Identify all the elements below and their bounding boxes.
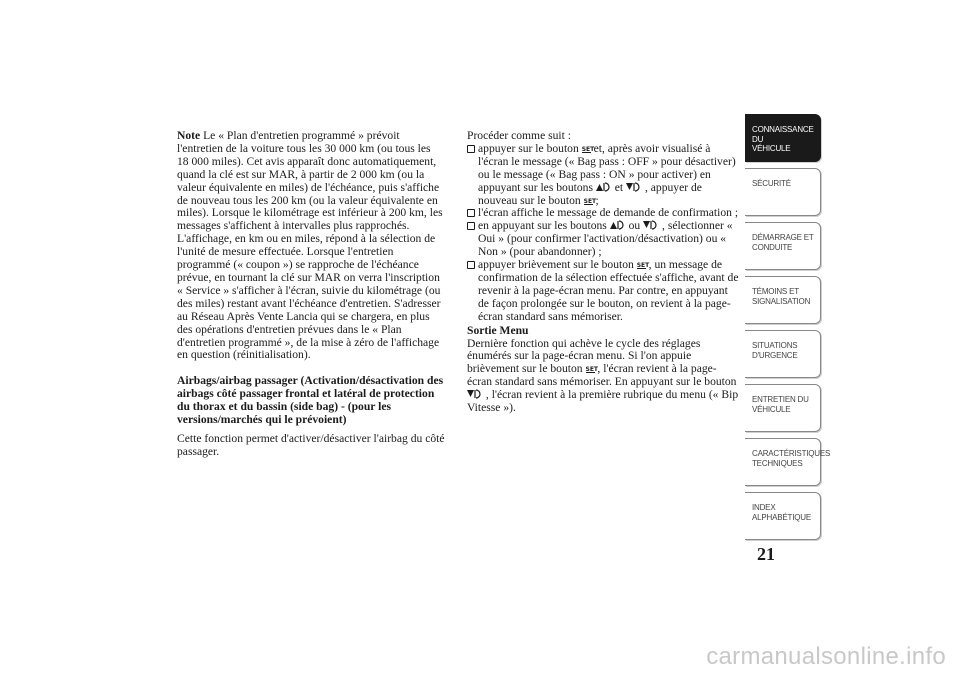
right-column — [467, 130, 739, 415]
tab-demarrage-et-conduite[interactable]: DÉMARRAGE ET CONDUITE — [745, 222, 821, 270]
set-button-icon: SET — [581, 145, 595, 153]
down-button-icon — [467, 389, 483, 399]
checkbox-bullet-icon — [467, 145, 475, 153]
note-label: Note — [177, 129, 201, 142]
tab-temoins-et-signalisation[interactable]: TÉMOINS ET SIGNALISATION — [745, 276, 821, 324]
page-number: 21 — [757, 544, 775, 564]
sortie-menu-heading: Sortie Menu — [467, 323, 529, 337]
chapter-tabs — [745, 114, 831, 546]
tab-entretien-du-vehicule[interactable]: ENTRETIEN DU VÉHICULE — [745, 384, 821, 432]
left-column — [177, 130, 445, 459]
set-button-icon: SET — [585, 366, 599, 374]
sortie-menu-text: Dernière fonction qui achève le cycle des réglages énumérés sur la page-écran menu. Si l'on appuie brièvement sur le bouton SET , l'écran revient à la page-écran standard sans mémoriser. En appuyant sur le bouton , l'écran revient à la première rubrique du menu (« Bip Vitesse »). — [467, 336, 739, 415]
tab-connaissance-du-vehicule[interactable]: CONNAISSANCE DU VÉHICULE — [745, 114, 821, 162]
down-button-icon — [626, 182, 642, 192]
list-item: appuyer brièvement sur le bouton SET , un message de confirmation de la sélection effectuée s'affiche, avant de revenir à la page-écran menu. Par contre, en appuyant de façon prolongée sur le bouton, on revient à la page-écran standard sans mémoriser. — [467, 259, 739, 324]
checkbox-bullet-icon — [467, 209, 475, 217]
checkbox-bullet-icon — [467, 261, 475, 269]
set-button-icon: SET — [636, 262, 650, 270]
down-button-icon — [643, 220, 659, 230]
tab-securite[interactable]: SÉCURITÉ — [745, 168, 821, 216]
airbag-text: Cette fonction permet d'activer/désactiver l'airbag du côté passager. — [177, 431, 445, 458]
up-button-icon — [596, 182, 612, 192]
up-button-icon — [610, 220, 626, 230]
tab-index-alphabetique[interactable]: INDEX ALPHABÉTIQUE — [745, 492, 821, 540]
list-item: appuyer sur le bouton SET et, après avoir visualisé à l'écran le message (« Bag pass : OFF » pour désactiver) ou le message (« Bag pass : ON » pour activer) en appuyant sur les boutons et , appuyer de nouveau sur le bouton SET ; — [467, 143, 739, 208]
note-paragraph — [177, 130, 445, 362]
tab-situations-d-urgence[interactable]: SITUATIONS D'URGENCE — [745, 330, 821, 378]
procedure-intro: Procéder comme suit : — [467, 129, 571, 142]
airbag-heading: Airbags/airbag passager (Activation/désactivation des airbags côté passager frontal et latéral de protection du thorax et du bassin (side bag) - (pour les versions/marchés qui le prévoient) — [177, 374, 444, 427]
list-item: l'écran affiche le message de demande de confirmation ; — [467, 207, 739, 220]
set-button-icon: SET — [583, 197, 597, 205]
checkbox-bullet-icon — [467, 222, 475, 230]
tab-caracteristiques-techniques[interactable]: CARACTÉRISTIQUES TECHNIQUES — [745, 438, 821, 486]
note-text: Le « Plan d'entretien programmé » prévoit l'entretien de la voiture tous les 30 000 km (ou tous les 18 000 miles). Cet avis apparaît donc automatiquement, quand la clé est sur MAR, à partir de 2 000 km (ou la valeur équivalente en miles) de l'échéance, puis s'affiche de nouveau tous les 200 km (ou la valeur équivalente en miles). Lorsque le kilométrage est inférieur à 200 km, les messages s'affichent à intervalles plus rapprochés. L'affichage, en km ou en miles, répond à la sélection de l'unité de mesure effectuée. Lorsque l'entretien programmé (« coupon ») se rapproche de l'échéance prévue, en tournant la clé sur MAR on verra l'inscription « Service » s'afficher à l'écran, suivie du kilométrage (ou des miles) restant avant l'échéance d'entretien. S'adresser au Réseau Après Vente Lancia qui se chargera, en plus des opérations d'entretien prévues dans le « Plan d'entretien programmé », de la mise à zéro de l'affichage en question (réinitialisation). — [177, 129, 443, 362]
watermark: carmanualsonline.info — [706, 643, 946, 670]
list-item: en appuyant sur les boutons ou , sélectionner « Oui » (pour confirmer l'activation/désactivation) ou « Non » (pour abandonner) ; — [467, 220, 739, 259]
